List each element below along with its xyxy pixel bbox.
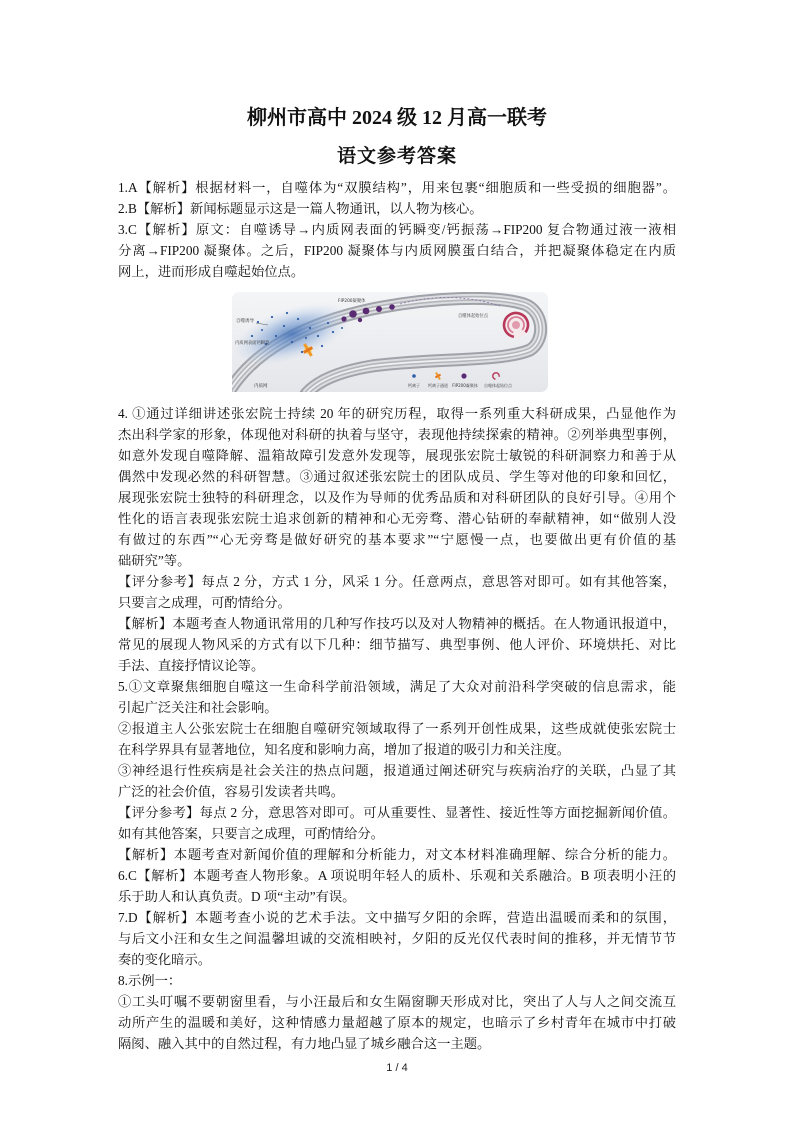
- answer-7: [118, 907, 676, 970]
- text-line: 引起广泛关注和社会影响。: [118, 700, 278, 715]
- text-line: 只要言之成理，可酌情给分。: [118, 595, 291, 610]
- label-calcium-transient: 内质网表面钙瞬变: [235, 341, 270, 346]
- text-line: 网上，进而形成自噬起始位点。: [118, 264, 305, 279]
- answer-4: [118, 403, 676, 571]
- text-line: 2.B【解析】新闻标题显示这是一篇人物通讯，以人物为核心。: [118, 201, 483, 216]
- answer-body: [118, 177, 676, 1054]
- figure-container: [118, 282, 676, 403]
- label-er: 内质网: [254, 384, 268, 389]
- answer-4-analysis: [118, 613, 676, 676]
- text-line: 乐于助人和认真负责。D 项“主动”有误。: [118, 889, 356, 904]
- text-line: 手法、直接抒情议论等。: [118, 658, 265, 673]
- text-line: 常见的展现人物风采的方式有以下几种：细节描写、典型事例、他人评价、环境烘托、对比: [118, 637, 676, 652]
- text-line: 【评分参考】每点 2 分，意思答对即可。可从重要性、显著性、接近性等方面挖掘新闻价值。: [118, 805, 676, 820]
- legend-label: FIP200凝聚体: [452, 383, 478, 388]
- answer-2: [118, 198, 676, 219]
- text-line: 偶然中发现必然的科研智慧。③通过叙述张宏院士的团队成员、学生等对他的印象和回忆，: [118, 469, 676, 484]
- legend-condensate-icon: [461, 373, 466, 378]
- text-line: 1.A【解析】根据材料一，自噬体为“双膜结构”，用来包裹“细胞质和一些受损的细胞器”。: [118, 180, 676, 195]
- text-line: ③神经退行性疾病是社会关注的热点问题，报道通过阐述研究与疾病治疗的关联，凸显了其: [118, 763, 676, 778]
- text-line: 8.示例一：: [118, 973, 182, 988]
- text-line: 【解析】本题考查对新闻价值的理解和分析能力，对文本材料准确理解、综合分析的能力。: [118, 847, 676, 862]
- text-line: 性化的语言表现张宏院士追求创新的精神和心无旁骛、潜心钻研的奉献精神，如“做别人没: [118, 511, 676, 526]
- text-line: 7.D【解析】本题考查小说的艺术手法。文中描写夕阳的余晖，营造出温暖而柔和的氛围，: [118, 910, 676, 925]
- text-line: 与后文小汪和女生之间温馨坦诚的交流相映衬，夕阳的反光仅代表时间的推移，并无情节节: [118, 931, 676, 946]
- legend-label: 钙离子: [408, 383, 420, 388]
- text-line: 【评分参考】每点 2 分，方式 1 分，风采 1 分。任意两点，意思答对即可。如有其他答案，: [118, 574, 676, 589]
- text-line: 6.C【解析】本题考查人物形象。A 项说明年轻人的质朴、乐观和关系融洽。B 项表明小汪的: [118, 868, 676, 883]
- text-line: 如意外发现自噬降解、温箱故障引发意外发现等，展现张宏院士敏锐的科研洞察力和善于从: [118, 448, 676, 463]
- text-line: 隔阂、融入其中的自然过程，有力地凸显了城乡融合这一主题。: [118, 1036, 491, 1051]
- answer-4-scoring: [118, 571, 676, 613]
- text-line: 在科学界具有显著地位，知名度和影响力高，增加了报道的吸引力和关注度。: [118, 742, 571, 757]
- document-title: 柳州市高中 2024 级 12 月高一联考: [247, 107, 547, 129]
- answer-5: [118, 676, 676, 802]
- text-line: 【解析】本题考查人物通讯常用的几种写作技巧以及对人物精神的概括。在人物通讯报道中，: [118, 616, 676, 631]
- text-line: 杰出科学家的形象，体现他对科研的执着与坚守，表现他持续探索的精神。②列举典型事例，: [118, 427, 676, 442]
- answer-8: [118, 970, 676, 1054]
- legend-label: 自噬体起始位点: [484, 383, 512, 388]
- text-line: 5.①文章聚焦细胞自噬这一生命科学前沿领域，满足了大众对前沿科学突破的信息需求，能: [118, 679, 676, 694]
- text-line: 础研究”等。: [118, 553, 191, 568]
- text-line: ①工头叮嘱不要朝窗里看，与小汪最后和女生隔窗聊天形成对比，突出了人与人之间交流互: [118, 994, 676, 1009]
- text-line: 动所产生的温暖和美好，这种情感力量超越了原本的规定，也暗示了乡村青年在城市中打破: [118, 1015, 676, 1030]
- text-line: 4. ①通过详细讲述张宏院士持续 20 年的研究历程，取得一系列重大科研成果，凸显他作为: [118, 406, 676, 421]
- text-line: 如有其他答案，只要言之成理，可酌情给分。: [118, 826, 384, 841]
- text-line: 展现张宏院士独特的科研理念，以及作为导师的优秀品质和对科研团队的良好引导。④用个: [118, 490, 676, 505]
- text-line: 奏的变化暗示。: [118, 952, 212, 967]
- text-line: 3.C【解析】原文：自噬诱导→内质网表面的钙瞬变/钙振荡→FIP200 复合物通过液一液相: [118, 222, 676, 237]
- answer-1: [118, 177, 676, 198]
- document-subtitle: 语文参考答案: [336, 146, 457, 167]
- legend-label: 钙离子通道: [428, 383, 448, 388]
- text-line: 分离→FIP200 凝聚体。之后，FIP200 凝聚体与内质网膜蛋白结合，并把凝聚体稳定在内质: [118, 243, 676, 258]
- answer-5-analysis: [118, 844, 676, 865]
- label-condensate: FIP200凝聚体: [338, 299, 366, 304]
- page-number: 1 / 4: [386, 1062, 408, 1074]
- text-line: 有做过的东西”“心无旁骛是做好研究的基本要求”“宁愿慢一点，也要做出更有价值的基: [118, 532, 676, 547]
- legend-calcium-ion-icon: [412, 374, 416, 378]
- answer-5-scoring: [118, 802, 676, 844]
- text-line: ②报道主人公张宏院士在细胞自噬研究领域取得了一系列开创性成果，这些成就使张宏院士: [118, 721, 676, 736]
- label-initiation-site: 自噬体起始位点: [458, 314, 489, 319]
- answer-6: [118, 865, 676, 907]
- autophagy-diagram: [232, 292, 548, 392]
- answer-3: [118, 219, 676, 282]
- label-induction: 自噬诱导: [236, 319, 254, 324]
- text-line: 广泛的社会价值，容易引发读者共鸣。: [118, 784, 345, 799]
